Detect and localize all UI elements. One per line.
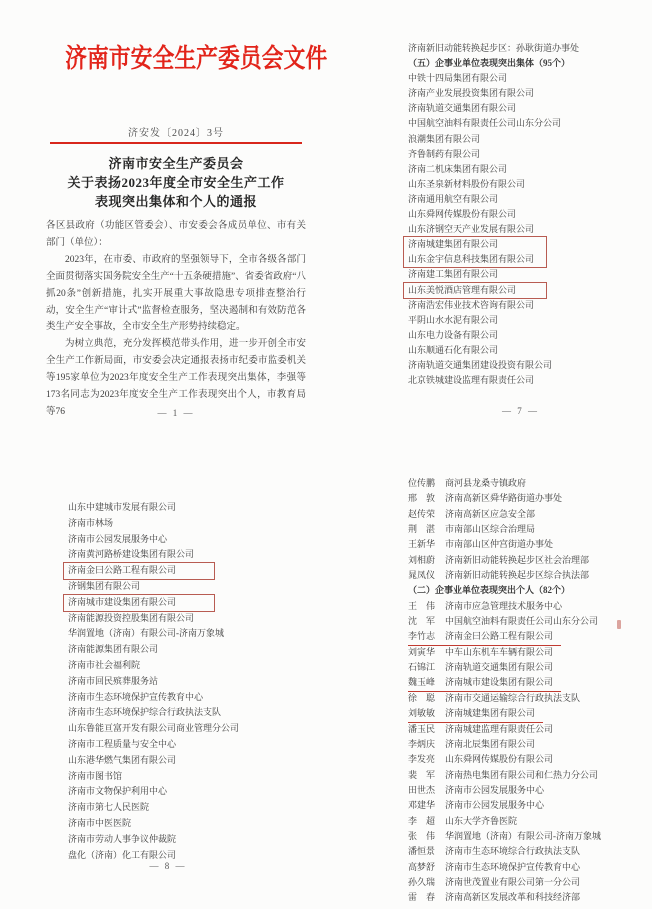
person-org: 商河县龙桑寺镇政府 (445, 478, 527, 488)
person-name: 刘敏敏 (408, 708, 436, 719)
list-item: 济南市工程质量与安全中心 (68, 738, 177, 749)
person-name: 潘玉民 (408, 723, 436, 734)
person-row (408, 860, 648, 875)
list-item: 济南轨道交通集团有限公司 (408, 103, 517, 114)
person-name: 徐 聪 (408, 692, 436, 703)
list-item: 济南浩宏伟业技术咨询有限公司 (408, 299, 535, 310)
person-row (408, 875, 648, 890)
red-annotation-mark (617, 620, 621, 629)
person-org: 济南北辰集团有限公司 (445, 738, 536, 749)
list-item: 北京铁城建设监理有限责任公司 (408, 375, 535, 386)
list-item: 济南黄河路桥建设集团有限公司 (68, 549, 195, 560)
page-number-8: — 8 — (149, 861, 187, 871)
highlight-box (63, 594, 215, 612)
list-item: 中国航空油料有限责任公司山东分公司 (408, 118, 562, 129)
person-org: 山东舜网传媒股份有限公司 (445, 754, 554, 765)
person-name: 李发亮 (408, 754, 436, 765)
person-row (408, 537, 648, 552)
person-name: 邢 敦 (408, 493, 436, 504)
person-org: 济南高新区舜华路街道办事处 (445, 493, 563, 504)
body-paragraph: 为树立典范，充分发挥模范带头作用，进一步开创全市安全生产工作新局面，市安委会决定通报表扬市纪委市监委机关等195家单位为2023年度安全生产工作表现突出集体，李强等173名同志为2023年度安全生产工作表现突出个人，市教育局等76 (46, 339, 306, 417)
list-item: 山东港华燃气集团有限公司 (68, 754, 177, 765)
person-org: 济南新旧动能转换起步区社会治理部 (445, 554, 590, 565)
person-org: 济南高新区发展改革和科技经济部 (445, 892, 581, 903)
list-item: 齐鲁制药有限公司 (408, 148, 481, 159)
person-name: 晁凤仪 (408, 570, 436, 581)
list-item: 济南建工集团有限公司 (408, 269, 499, 280)
page-number-7: — 7 — (502, 406, 539, 416)
person-name: 田世杰 (408, 784, 436, 795)
list-item: 济南市第七人民医院 (68, 802, 150, 813)
person-name: 沈 军 (408, 616, 436, 627)
person-name: 裴 军 (408, 769, 436, 780)
person-name: 位传鹏 (408, 478, 436, 488)
list-item: 济南轨道交通集团建设投资有限公司 (408, 359, 553, 370)
list-item: 济南能源集团有限公司 (68, 644, 159, 655)
person-row (408, 829, 648, 844)
list-item: 济南金曰公路工程有限公司 (68, 565, 177, 576)
person-row (408, 768, 648, 783)
person-name: 邓建华 (408, 800, 436, 811)
person-org: 济南城建集团有限公司 (445, 708, 536, 719)
person-org: 济南热电集团有限公司和仁热力分公司 (445, 769, 599, 780)
person-name: 潘恒景 (408, 846, 436, 857)
title-line: 表现突出集体和个人的通报 (94, 194, 257, 209)
page-number-1: — 1 — (157, 408, 195, 418)
list-item: 济南市公园发展服务中心 (68, 533, 168, 544)
person-row (408, 798, 648, 813)
list-item: 山东美悦酒店管理有限公司 (408, 284, 517, 295)
person-row (408, 890, 648, 905)
document-title (44, 154, 308, 211)
person-name: 李竹志 (408, 631, 436, 642)
person-row (408, 599, 648, 614)
body-paragraph: 2023年，在市委、市政府的坚强领导下，全市各级各部门全面贯彻落实国务院安全生产“十五条硬措施”、省委省政府“八抓20条”创新措施，扎实开展重大事故隐患专项排查整治行动，安全生产“审计式”监督检查服务，坚决遏制和有效防范各类生产安全事故，全市安全生产形势持续稳定。 (46, 254, 306, 333)
person-org: 济南市应急管理技术服务中心 (445, 600, 563, 611)
title-line: 关于表扬2023年度全市安全生产工作 (67, 175, 285, 190)
person-row-highlighted (408, 629, 561, 645)
body-paragraph: 各区县政府（功能区管委会）、市安委会各成员单位、市有关部门（单位）： (46, 221, 306, 248)
list-item: 山东圣泉新材料股份有限公司 (408, 178, 526, 189)
person-name: 李炳庆 (408, 738, 436, 749)
person-row (408, 660, 648, 675)
person-row (408, 614, 648, 629)
list-item: 济南通用航空有限公司 (408, 193, 499, 204)
section-header: （二）企事业单位表现突出个人（82个） (408, 585, 571, 596)
list-item: 济南二机床集团有限公司 (408, 163, 508, 174)
person-org: 济南新旧动能转换起步区综合执法部 (445, 570, 590, 581)
person-org: 济南市交通运输综合行政执法支队 (445, 692, 581, 703)
person-org: 济南世茂置业有限公司第一分公司 (445, 876, 581, 887)
list-item: 济南市劳动人事争议仲裁院 (68, 833, 177, 844)
page-1 (44, 36, 328, 426)
title-line: 济南市安全生产委员会 (108, 156, 244, 171)
person-row (408, 491, 648, 506)
person-org: 济南市生态环境综合行政执法支队 (445, 846, 581, 857)
list-item: 山东顺通石化有限公司 (408, 344, 499, 355)
highlight-box (403, 282, 547, 299)
list-item: 济南市生态环境保护综合行政执法支队 (68, 707, 222, 718)
masthead-divider (50, 142, 302, 144)
list-item: 山东中建城市发展有限公司 (68, 502, 177, 512)
list-item: 山东鲁能亘富开发有限公司商业管理分公司 (68, 723, 240, 734)
list-item: 浪潮集团有限公司 (408, 133, 481, 144)
list-item: 济南市回民殡葬服务站 (68, 675, 159, 686)
person-row (408, 691, 648, 706)
person-org: 济南城建监理有限责任公司 (445, 723, 554, 734)
list-item: 济南市社会福利院 (68, 659, 141, 670)
person-row (408, 737, 648, 752)
person-org: 市南部山区仲宫街道办事处 (445, 539, 554, 550)
list-item: 平阴山水水泥有限公司 (408, 314, 499, 325)
list-item: 华润置地（济南）有限公司-济南万象城 (68, 628, 224, 639)
list-item: 山东电力设备有限公司 (408, 329, 499, 340)
person-row (408, 783, 648, 798)
person-org: 济南金曰公路工程有限公司 (445, 631, 554, 642)
person-name: 孙久瑞 (408, 876, 436, 887)
person-row (408, 814, 648, 829)
person-row (408, 553, 648, 568)
list-item: 济南市生态环境保护宣传教育中心 (68, 691, 204, 702)
document-masthead: 济南市安全生产委员会文件 (65, 44, 328, 73)
person-name: 李 超 (408, 815, 436, 826)
person-org: 中国航空油料有限责任公司山东分公司 (445, 616, 599, 627)
person-row-highlighted (408, 675, 561, 691)
person-name: 高梦舒 (408, 861, 436, 872)
document-number: 济安发〔2024〕3号 (128, 128, 224, 139)
person-row (408, 568, 648, 583)
list-item: 济南城建集团有限公司 (408, 239, 499, 250)
list-item: 济南产业发展投资集团有限公司 (408, 88, 535, 99)
person-name: 刘寅华 (408, 646, 436, 657)
person-name: 魏玉峰 (408, 677, 436, 688)
person-org: 华润置地（济南）有限公司-济南万象城 (445, 830, 601, 841)
person-row (408, 507, 648, 522)
list-item: 济南市图书馆 (68, 770, 123, 781)
person-org: 市南部山区综合治理局 (445, 524, 536, 535)
page-persons (408, 476, 648, 906)
person-row (408, 722, 648, 737)
person-name: 王 伟 (408, 600, 436, 611)
list-item: 中铁十四局集团有限公司 (408, 73, 508, 84)
person-name: 雷 春 (408, 892, 436, 903)
person-org: 济南轨道交通集团有限公司 (445, 662, 554, 673)
person-org: 济南市公园发展服务中心 (445, 800, 545, 811)
list-item: 山东金宇信息科技集团有限公司 (408, 254, 535, 265)
person-name: 王新华 (408, 539, 436, 550)
person-name: 石锦江 (408, 662, 436, 673)
list-item: 济南市中医医院 (68, 817, 132, 828)
page-8 (68, 500, 278, 863)
person-row (408, 844, 648, 859)
person-name: 荆 湛 (408, 524, 436, 535)
list-item: 济南市文物保护利用中心 (68, 786, 168, 797)
person-row (408, 645, 648, 660)
document-body (46, 218, 306, 421)
person-org: 济南市公园发展服务中心 (445, 784, 545, 795)
person-name: 赵传荣 (408, 508, 436, 519)
person-org: 山东大学齐鲁医院 (445, 815, 518, 826)
list-item: 济南城市建设集团有限公司 (68, 596, 177, 607)
highlight-box (63, 562, 215, 580)
section-header: （五）企事业单位表现突出集体（95个） (408, 58, 571, 69)
person-name: 刘相蔚 (408, 554, 436, 565)
list-item: 盘化（济南）化工有限公司 (68, 849, 177, 860)
list-item: 山东舜网传媒股份有限公司 (408, 209, 517, 220)
list-item: 济南能源投资控股集团有限公司 (68, 612, 195, 623)
page-7 (408, 41, 643, 388)
person-row (408, 476, 648, 491)
person-org: 济南市生态环境保护宣传教育中心 (445, 861, 581, 872)
person-org: 中车山东机车车辆有限公司 (445, 646, 554, 657)
person-org: 济南城市建设集团有限公司 (445, 677, 554, 688)
list-item: 济钢集团有限公司 (68, 580, 141, 591)
list-item: 济南市林场 (68, 517, 114, 528)
person-row (408, 522, 648, 537)
person-org: 济南高新区应急安全部 (445, 508, 536, 519)
list-item: 济南新旧动能转换起步区：孙耿街道办事处 (408, 43, 580, 53)
highlight-box (403, 236, 547, 268)
person-row (408, 752, 648, 767)
person-row-highlighted (408, 706, 543, 722)
person-name: 张 伟 (408, 830, 436, 841)
list-item: 山东济钢空天产业发展有限公司 (408, 224, 535, 235)
